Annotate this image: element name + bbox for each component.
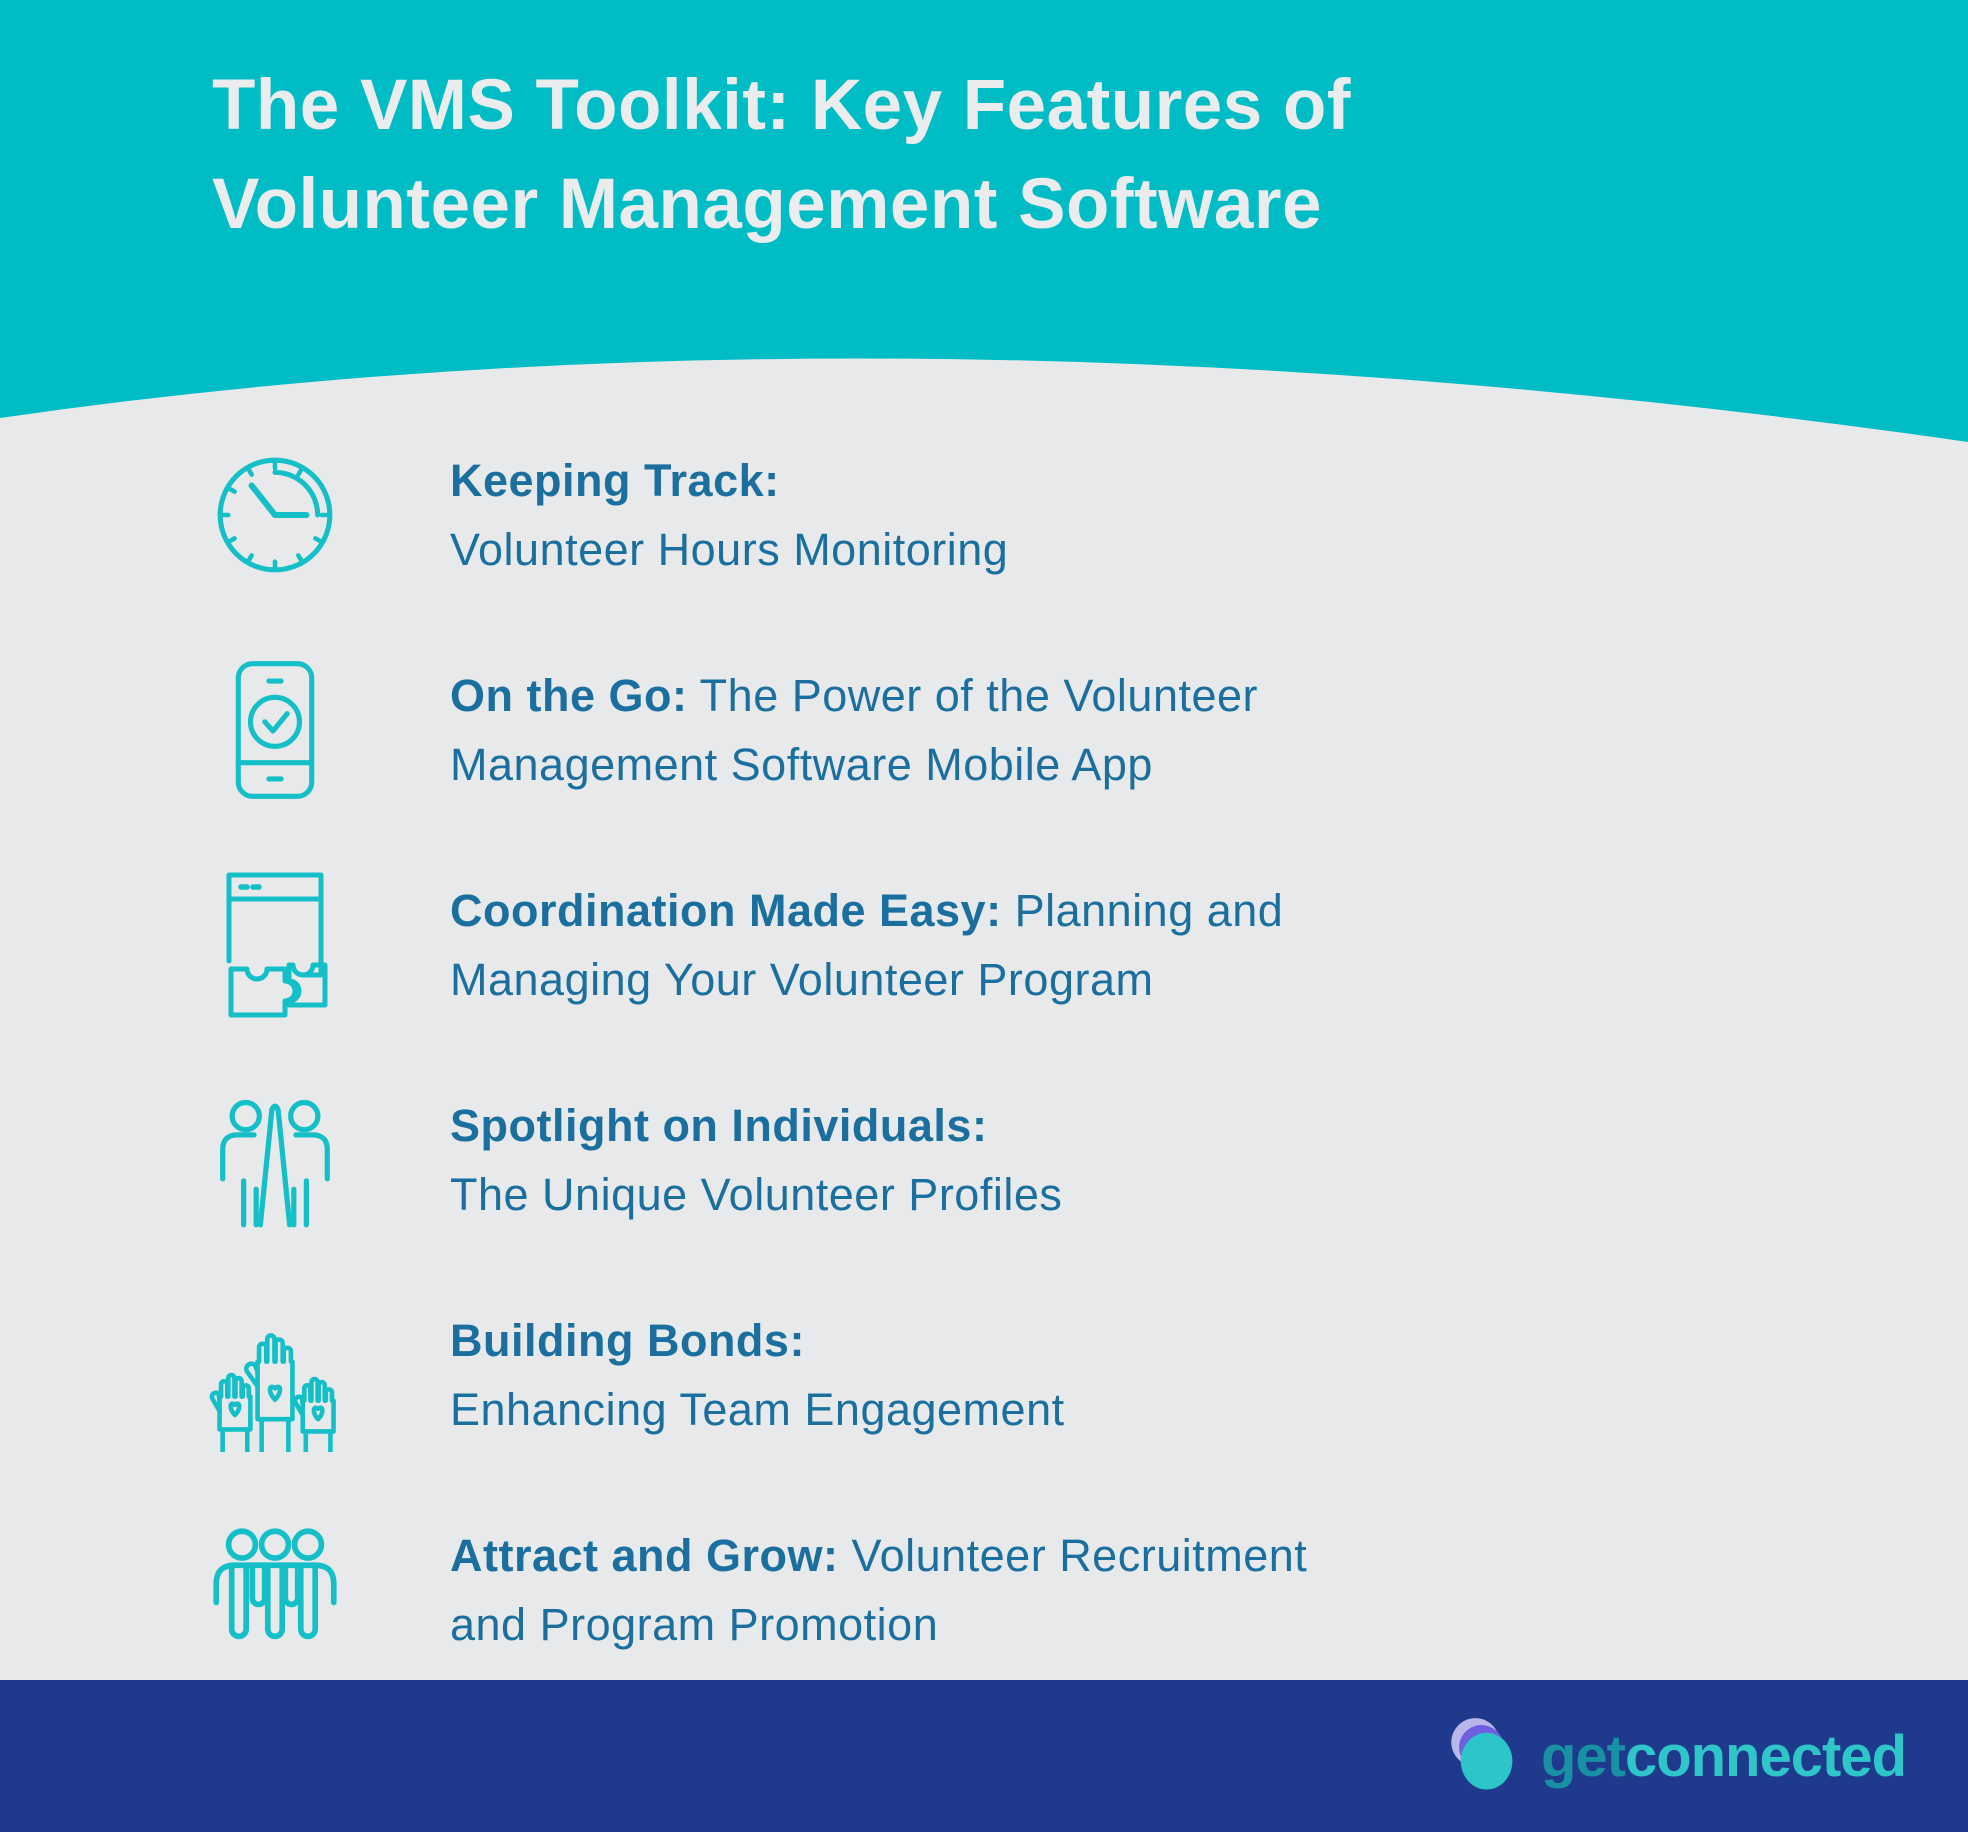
page-title-line-2: Volunteer Management Software [212, 165, 1322, 244]
feature-text-line [450, 1375, 1065, 1444]
browser-puzzle-icon [200, 870, 350, 1020]
feature-lead-text: On the Go: [450, 670, 688, 721]
feature-text-line [450, 1306, 1065, 1375]
feature-text-line [450, 515, 1008, 584]
feature-body-text: The Power of the Volunteer [687, 670, 1259, 721]
mobile-app-check-icon [200, 655, 350, 805]
feature-list [200, 440, 1858, 1665]
feature-item [200, 870, 1858, 1020]
feature-item [200, 655, 1858, 805]
feature-body-text: Management Software Mobile App [450, 739, 1153, 790]
feature-item [200, 1300, 1858, 1450]
feature-text [450, 1521, 1307, 1659]
feature-body-text: Enhancing Team Engagement [450, 1384, 1065, 1435]
feature-lead-text: Attract and Grow: [450, 1530, 839, 1581]
raised-hands-hearts-icon [200, 1300, 350, 1450]
getconnected-wordmark [1541, 1723, 1906, 1790]
clock-icon [200, 440, 350, 590]
feature-text [450, 446, 1008, 584]
feature-body-text: Volunteer Hours Monitoring [450, 524, 1009, 575]
feature-lead-text: Coordination Made Easy: [450, 885, 1002, 936]
feature-body-text: and Program Promotion [450, 1599, 939, 1650]
getconnected-logo [1441, 1713, 1906, 1799]
feature-text [450, 661, 1258, 799]
feature-text [450, 1306, 1065, 1444]
feature-text-line [450, 945, 1283, 1014]
feature-text-line [450, 1160, 1062, 1229]
feature-lead-text: Spotlight on Individuals: [450, 1100, 988, 1151]
feature-text-line [450, 1521, 1307, 1590]
logo-get-text: get [1540, 1723, 1625, 1789]
feature-text [450, 1091, 1062, 1229]
feature-body-text: Volunteer Recruitment [838, 1530, 1308, 1581]
footer [0, 1680, 1968, 1832]
feature-lead-text: Keeping Track: [450, 455, 780, 506]
feature-text-line [450, 1091, 1062, 1160]
feature-text-line [450, 876, 1283, 945]
feature-body-text: The Unique Volunteer Profiles [450, 1169, 1063, 1220]
feature-lead-text: Building Bonds: [450, 1315, 805, 1366]
feature-text-line [450, 446, 1008, 515]
high-five-people-icon [200, 1085, 350, 1235]
feature-text-line [450, 661, 1258, 730]
getconnected-logo-mark-icon [1441, 1713, 1527, 1799]
feature-item [200, 440, 1858, 590]
feature-text-line [450, 730, 1258, 799]
feature-body-text: Planning and [1001, 885, 1284, 936]
page-title-line-1: The VMS Toolkit: Key Features of [212, 66, 1351, 145]
logo-connected-text: connected [1624, 1723, 1906, 1789]
feature-item [200, 1085, 1858, 1235]
feature-text-line [450, 1590, 1307, 1659]
feature-body-text: Managing Your Volunteer Program [450, 954, 1154, 1005]
feature-item [200, 1515, 1858, 1665]
page-title [212, 56, 1351, 254]
feature-text [450, 876, 1283, 1014]
people-group-icon [200, 1515, 350, 1665]
